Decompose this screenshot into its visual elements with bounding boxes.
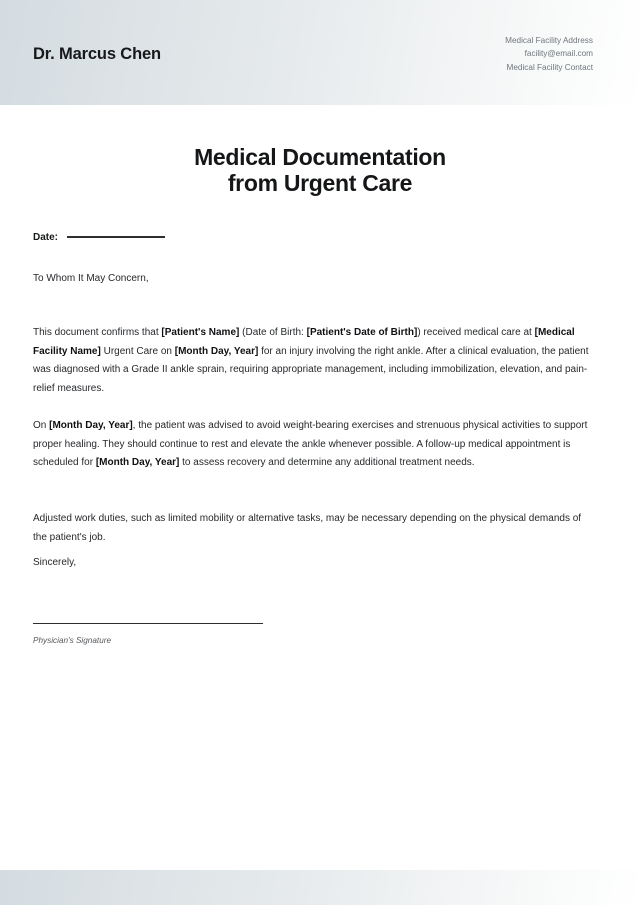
facility-contact: Medical Facility Contact xyxy=(506,62,593,72)
paragraph-3: Adjusted work duties, such as limited mobility or alternative tasks, may be necessary depending on the physical demands of the patient's job. xyxy=(33,513,582,543)
signature-rule[interactable] xyxy=(33,623,263,624)
signature-caption: Physician's Signature xyxy=(33,636,112,645)
placeholder-facility-name: [Medical Facility Name] xyxy=(33,327,575,357)
page-title xyxy=(0,144,640,196)
p1-seg5: for an injury involving the right ankle. After a clinical evaluation, the patient was diagnosed with a Grade II ankle sprain, requiring appropriate management, including immobilization, elevation, and pain-relief measures. xyxy=(33,345,589,394)
facility-email: facility@email.com xyxy=(524,49,593,59)
p1-seg3: ) received medical care at xyxy=(417,327,535,338)
header-band xyxy=(0,0,640,105)
p1-seg2: (Date of Birth: xyxy=(239,327,307,338)
header-content xyxy=(33,0,593,105)
p1-seg4: Urgent Care on xyxy=(100,345,175,357)
placeholder-patient-name: [Patient's Name] xyxy=(161,327,240,338)
page-title-line-1: Medical Documentation xyxy=(194,144,446,170)
p2-seg2: , the patient was advised to avoid weight-bearing exercises and strenuous physical activities to support proper healing. They should continue to rest and elevate the ankle whenever possible. A follow-up medical appointment is scheduled for xyxy=(33,420,588,469)
date-input-rule[interactable] xyxy=(67,236,165,238)
date-row xyxy=(33,232,165,243)
p2-seg3: to assess recovery and determine any additional treatment needs. xyxy=(179,457,475,469)
paragraph-1 xyxy=(33,324,595,398)
doctor-name: Dr. Marcus Chen xyxy=(33,45,161,63)
facility-address: Medical Facility Address xyxy=(505,36,593,46)
footer-band xyxy=(0,870,640,905)
closing: Sincerely, xyxy=(33,557,77,568)
placeholder-advice-date: [Month Day, Year] xyxy=(49,420,133,431)
placeholder-visit-date: [Month Day, Year] xyxy=(174,345,259,357)
paragraph-2 xyxy=(33,417,595,473)
p1-seg1: This document confirms that xyxy=(33,327,162,338)
salutation: To Whom It May Concern, xyxy=(33,273,149,284)
facility-contact-block xyxy=(505,34,593,74)
date-label: Date: xyxy=(33,232,59,243)
placeholder-date-of-birth: [Patient's Date of Birth] xyxy=(306,327,418,338)
p2-seg1: On xyxy=(33,420,50,431)
placeholder-followup-date: [Month Day, Year] xyxy=(95,457,180,469)
page-title-line-2: from Urgent Care xyxy=(227,170,413,196)
